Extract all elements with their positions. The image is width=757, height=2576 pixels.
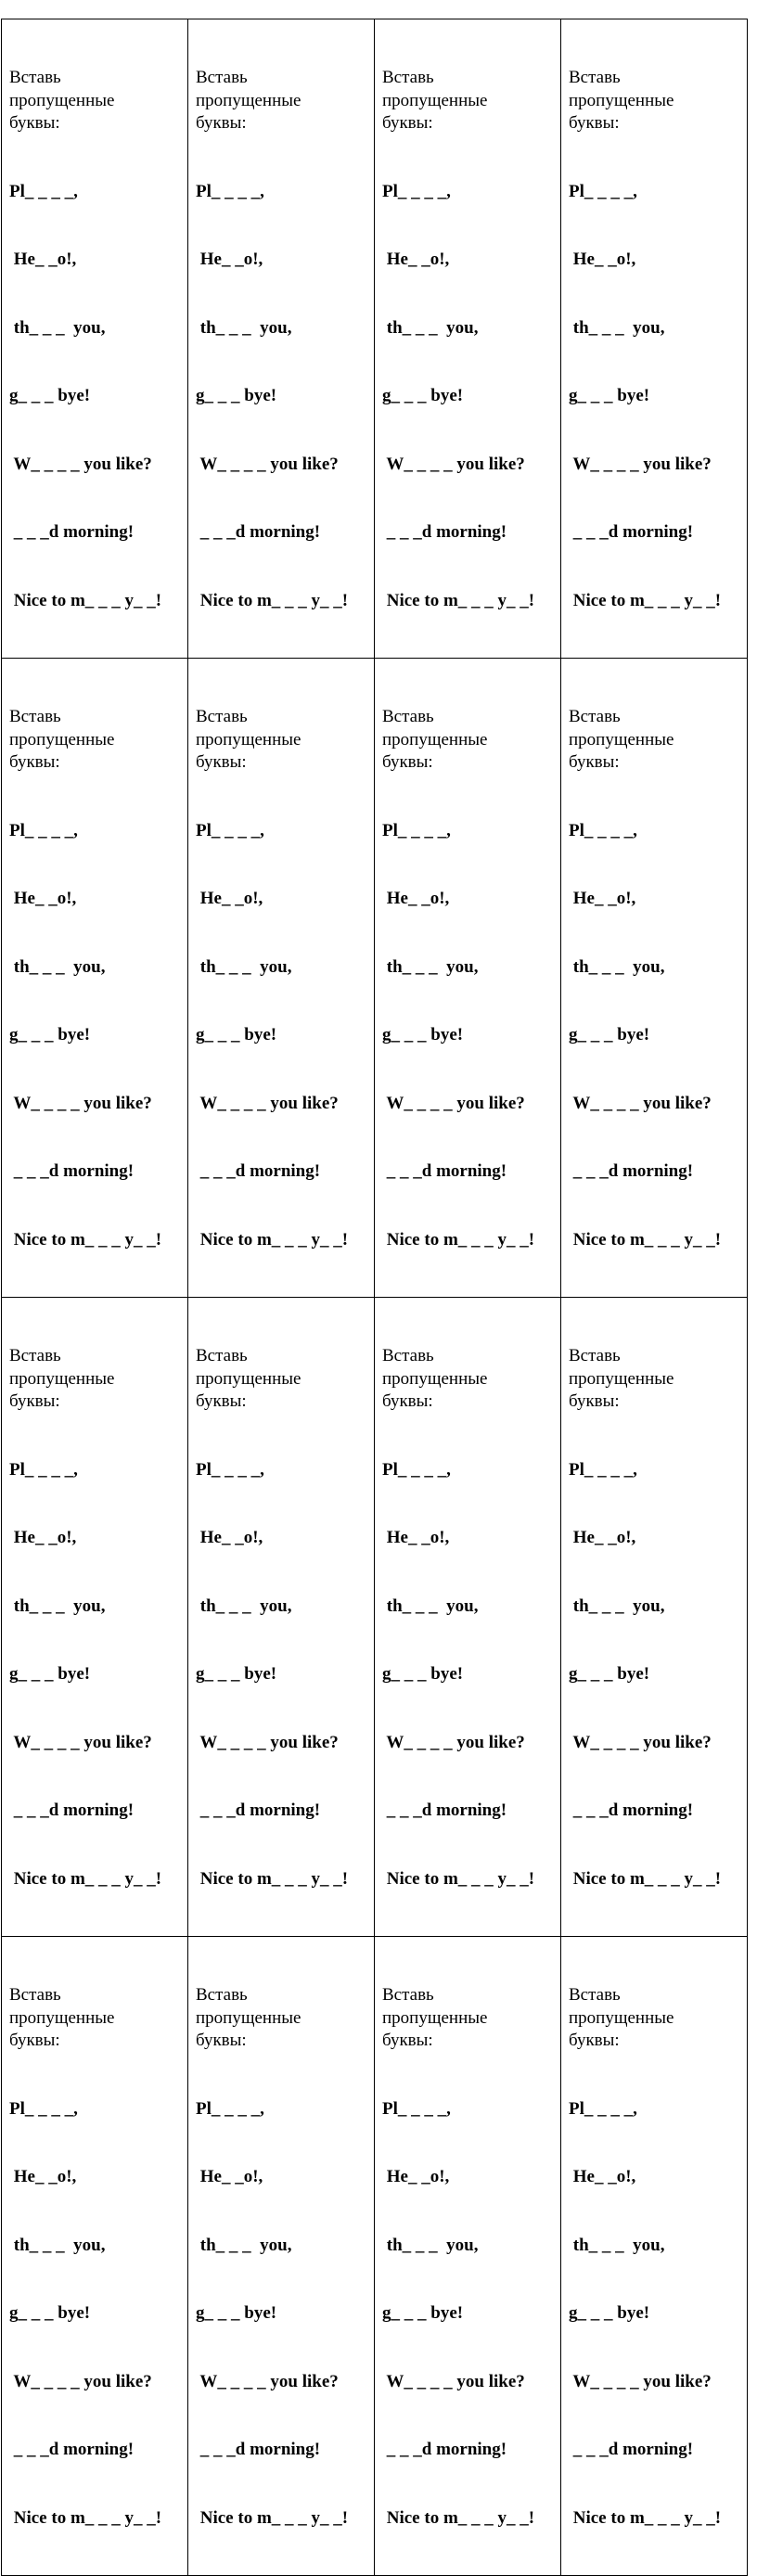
card-instruction: Вставь пропущенные буквы: — [196, 707, 302, 772]
exercise-line-thank-you: th_ _ _ you, — [9, 956, 106, 977]
card-cell — [375, 659, 561, 1298]
exercise-line-please: Pl_ _ _ _, — [382, 2098, 451, 2119]
card-content — [561, 1298, 747, 1936]
card-cell — [188, 659, 375, 1298]
card-content — [561, 19, 747, 658]
card-content — [375, 659, 560, 1297]
exercise-line-nice-to-meet-you: Nice to m_ _ _ y_ _! — [196, 590, 349, 610]
card-instruction: Вставь пропущенные буквы: — [569, 707, 674, 772]
exercise-line-hello: He_ _o!, — [382, 1528, 450, 1547]
exercise-line-nice-to-meet-you: Nice to m_ _ _ y_ _! — [382, 590, 535, 610]
cards-table — [1, 19, 748, 2576]
exercise-line-please: Pl_ _ _ _, — [569, 1459, 637, 1480]
exercise-line-hello: He_ _o!, — [382, 250, 450, 269]
exercise-line-good-morning: _ _ _d morning! — [382, 2440, 507, 2459]
card-content — [561, 1937, 747, 2575]
exercise-line-nice-to-meet-you: Nice to m_ _ _ y_ _! — [569, 1868, 722, 1889]
exercise-line-please: Pl_ _ _ _, — [569, 820, 637, 840]
exercise-line-hello: He_ _o!, — [9, 250, 77, 269]
exercise-line-would-you-like: W_ _ _ _ you like? — [196, 1732, 339, 1752]
card-content — [188, 19, 374, 658]
card-instruction: Вставь пропущенные буквы: — [9, 1985, 115, 2050]
card-instruction: Вставь пропущенные буквы: — [9, 68, 115, 133]
exercise-line-please: Pl_ _ _ _, — [196, 1459, 264, 1480]
exercise-line-goodbye: g_ _ _ bye! — [382, 1664, 464, 1684]
exercise-line-thank-you: th_ _ _ you, — [382, 1596, 479, 1616]
exercise-line-good-morning: _ _ _d morning! — [196, 2440, 321, 2459]
exercise-line-nice-to-meet-you: Nice to m_ _ _ y_ _! — [9, 1868, 162, 1889]
exercise-line-good-morning: _ _ _d morning! — [196, 1801, 321, 1820]
exercise-line-goodbye: g_ _ _ bye! — [9, 2303, 91, 2323]
exercise-line-would-you-like: W_ _ _ _ you like? — [569, 1732, 712, 1752]
exercise-line-good-morning: _ _ _d morning! — [9, 1161, 135, 1181]
card-content — [2, 659, 187, 1297]
exercise-line-would-you-like: W_ _ _ _ you like? — [382, 1732, 525, 1752]
exercise-line-good-morning: _ _ _d morning! — [382, 522, 507, 542]
exercise-line-hello: He_ _o!, — [9, 889, 77, 908]
exercise-line-would-you-like: W_ _ _ _ you like? — [196, 1093, 339, 1113]
exercise-line-good-morning: _ _ _d morning! — [9, 2440, 135, 2459]
exercise-line-hello: He_ _o!, — [196, 1528, 263, 1547]
exercise-line-goodbye: g_ _ _ bye! — [9, 1025, 91, 1044]
card-instruction: Вставь пропущенные буквы: — [382, 1346, 488, 1411]
exercise-line-would-you-like: W_ _ _ _ you like? — [382, 1093, 525, 1113]
exercise-line-good-morning: _ _ _d morning! — [569, 2440, 694, 2459]
exercise-line-thank-you: th_ _ _ you, — [382, 317, 479, 338]
exercise-line-nice-to-meet-you: Nice to m_ _ _ y_ _! — [569, 2507, 722, 2528]
exercise-line-please: Pl_ _ _ _, — [196, 820, 264, 840]
exercise-line-please: Pl_ _ _ _, — [569, 2098, 637, 2119]
exercise-line-good-morning: _ _ _d morning! — [382, 1801, 507, 1820]
exercise-line-nice-to-meet-you: Nice to m_ _ _ y_ _! — [196, 1229, 349, 1250]
exercise-line-nice-to-meet-you: Nice to m_ _ _ y_ _! — [569, 590, 722, 610]
exercise-line-nice-to-meet-you: Nice to m_ _ _ y_ _! — [382, 1229, 535, 1250]
exercise-line-would-you-like: W_ _ _ _ you like? — [9, 2371, 152, 2391]
exercise-line-thank-you: th_ _ _ you, — [9, 317, 106, 338]
exercise-line-goodbye: g_ _ _ bye! — [196, 1664, 277, 1684]
exercise-line-good-morning: _ _ _d morning! — [196, 522, 321, 542]
card-cell — [2, 1937, 188, 2576]
exercise-line-hello: He_ _o!, — [9, 2167, 77, 2186]
card-cell — [561, 1298, 748, 1937]
exercise-line-goodbye: g_ _ _ bye! — [382, 386, 464, 405]
exercise-line-would-you-like: W_ _ _ _ you like? — [382, 454, 525, 474]
exercise-line-thank-you: th_ _ _ you, — [196, 317, 292, 338]
card-cell — [561, 1937, 748, 2576]
exercise-line-nice-to-meet-you: Nice to m_ _ _ y_ _! — [9, 590, 162, 610]
exercise-line-please: Pl_ _ _ _, — [196, 2098, 264, 2119]
exercise-line-please: Pl_ _ _ _, — [9, 2098, 78, 2119]
card-content — [188, 1298, 374, 1936]
exercise-line-please: Pl_ _ _ _, — [9, 181, 78, 201]
exercise-line-hello: He_ _o!, — [382, 889, 450, 908]
exercise-line-goodbye: g_ _ _ bye! — [196, 2303, 277, 2323]
card-cell — [188, 19, 375, 659]
exercise-line-hello: He_ _o!, — [569, 889, 636, 908]
card-instruction: Вставь пропущенные буквы: — [196, 1985, 302, 2050]
exercise-line-goodbye: g_ _ _ bye! — [382, 2303, 464, 2323]
exercise-line-hello: He_ _o!, — [569, 2167, 636, 2186]
exercise-line-good-morning: _ _ _d morning! — [196, 1161, 321, 1181]
card-content — [188, 659, 374, 1297]
exercise-line-goodbye: g_ _ _ bye! — [9, 1664, 91, 1684]
card-instruction: Вставь пропущенные буквы: — [382, 68, 488, 133]
exercise-line-goodbye: g_ _ _ bye! — [196, 386, 277, 405]
exercise-line-hello: He_ _o!, — [196, 250, 263, 269]
exercise-line-hello: He_ _o!, — [382, 2167, 450, 2186]
exercise-line-goodbye: g_ _ _ bye! — [569, 386, 650, 405]
exercise-line-thank-you: th_ _ _ you, — [382, 956, 479, 977]
exercise-line-thank-you: th_ _ _ you, — [569, 2235, 665, 2255]
exercise-line-goodbye: g_ _ _ bye! — [9, 386, 91, 405]
exercise-line-thank-you: th_ _ _ you, — [196, 2235, 292, 2255]
card-instruction: Вставь пропущенные буквы: — [569, 1985, 674, 2050]
cards-row — [2, 1937, 748, 2576]
card-cell — [2, 1298, 188, 1937]
exercise-line-thank-you: th_ _ _ you, — [196, 1596, 292, 1616]
card-cell — [2, 659, 188, 1298]
exercise-line-nice-to-meet-you: Nice to m_ _ _ y_ _! — [9, 2507, 162, 2528]
exercise-line-thank-you: th_ _ _ you, — [569, 1596, 665, 1616]
exercise-line-good-morning: _ _ _d morning! — [569, 522, 694, 542]
card-instruction: Вставь пропущенные буквы: — [569, 68, 674, 133]
card-instruction: Вставь пропущенные буквы: — [569, 1346, 674, 1411]
exercise-line-nice-to-meet-you: Nice to m_ _ _ y_ _! — [196, 1868, 349, 1889]
exercise-line-would-you-like: W_ _ _ _ you like? — [196, 454, 339, 474]
exercise-line-would-you-like: W_ _ _ _ you like? — [9, 1093, 152, 1113]
card-cell — [188, 1298, 375, 1937]
exercise-line-hello: He_ _o!, — [9, 1528, 77, 1547]
exercise-line-please: Pl_ _ _ _, — [196, 181, 264, 201]
exercise-line-please: Pl_ _ _ _, — [382, 181, 451, 201]
exercise-line-would-you-like: W_ _ _ _ you like? — [9, 1732, 152, 1752]
exercise-line-goodbye: g_ _ _ bye! — [569, 1025, 650, 1044]
cards-row — [2, 659, 748, 1298]
card-instruction: Вставь пропущенные буквы: — [196, 1346, 302, 1411]
exercise-line-hello: He_ _o!, — [196, 2167, 263, 2186]
card-content — [375, 1937, 560, 2575]
exercise-line-goodbye: g_ _ _ bye! — [569, 1664, 650, 1684]
exercise-line-please: Pl_ _ _ _, — [382, 820, 451, 840]
card-content — [375, 1298, 560, 1936]
exercise-line-please: Pl_ _ _ _, — [9, 820, 78, 840]
exercise-line-would-you-like: W_ _ _ _ you like? — [9, 454, 152, 474]
exercise-line-please: Pl_ _ _ _, — [569, 181, 637, 201]
card-instruction: Вставь пропущенные буквы: — [382, 707, 488, 772]
exercise-line-thank-you: th_ _ _ you, — [569, 956, 665, 977]
exercise-line-thank-you: th_ _ _ you, — [9, 2235, 106, 2255]
card-content — [188, 1937, 374, 2575]
card-content — [375, 19, 560, 658]
exercise-line-please: Pl_ _ _ _, — [382, 1459, 451, 1480]
exercise-line-would-you-like: W_ _ _ _ you like? — [569, 2371, 712, 2391]
exercise-line-goodbye: g_ _ _ bye! — [382, 1025, 464, 1044]
exercise-line-would-you-like: W_ _ _ _ you like? — [196, 2371, 339, 2391]
card-instruction: Вставь пропущенные буквы: — [9, 1346, 115, 1411]
card-cell — [188, 1937, 375, 2576]
exercise-line-hello: He_ _o!, — [569, 1528, 636, 1547]
exercise-line-thank-you: th_ _ _ you, — [569, 317, 665, 338]
exercise-line-good-morning: _ _ _d morning! — [9, 1801, 135, 1820]
card-cell — [2, 19, 188, 659]
exercise-line-nice-to-meet-you: Nice to m_ _ _ y_ _! — [382, 2507, 535, 2528]
exercise-line-please: Pl_ _ _ _, — [9, 1459, 78, 1480]
exercise-line-hello: He_ _o!, — [569, 250, 636, 269]
exercise-line-good-morning: _ _ _d morning! — [382, 1161, 507, 1181]
card-instruction: Вставь пропущенные буквы: — [196, 68, 302, 133]
exercise-line-nice-to-meet-you: Nice to m_ _ _ y_ _! — [382, 1868, 535, 1889]
exercise-line-good-morning: _ _ _d morning! — [569, 1801, 694, 1820]
card-instruction: Вставь пропущенные буквы: — [9, 707, 115, 772]
cards-row — [2, 1298, 748, 1937]
exercise-line-goodbye: g_ _ _ bye! — [196, 1025, 277, 1044]
card-cell — [375, 1298, 561, 1937]
exercise-line-nice-to-meet-you: Nice to m_ _ _ y_ _! — [196, 2507, 349, 2528]
exercise-line-would-you-like: W_ _ _ _ you like? — [382, 2371, 525, 2391]
card-instruction: Вставь пропущенные буквы: — [382, 1985, 488, 2050]
exercise-line-thank-you: th_ _ _ you, — [382, 2235, 479, 2255]
card-content — [2, 1937, 187, 2575]
card-cell — [375, 19, 561, 659]
exercise-line-thank-you: th_ _ _ you, — [196, 956, 292, 977]
exercise-line-would-you-like: W_ _ _ _ you like? — [569, 1093, 712, 1113]
card-cell — [561, 659, 748, 1298]
exercise-line-would-you-like: W_ _ _ _ you like? — [569, 454, 712, 474]
exercise-line-good-morning: _ _ _d morning! — [9, 522, 135, 542]
card-cell — [561, 19, 748, 659]
card-content — [561, 659, 747, 1297]
exercise-line-nice-to-meet-you: Nice to m_ _ _ y_ _! — [9, 1229, 162, 1250]
exercise-line-goodbye: g_ _ _ bye! — [569, 2303, 650, 2323]
exercise-line-hello: He_ _o!, — [196, 889, 263, 908]
card-content — [2, 1298, 187, 1936]
cards-row — [2, 19, 748, 659]
card-content — [2, 19, 187, 658]
exercise-line-good-morning: _ _ _d morning! — [569, 1161, 694, 1181]
card-cell — [375, 1937, 561, 2576]
exercise-line-nice-to-meet-you: Nice to m_ _ _ y_ _! — [569, 1229, 722, 1250]
exercise-line-thank-you: th_ _ _ you, — [9, 1596, 106, 1616]
